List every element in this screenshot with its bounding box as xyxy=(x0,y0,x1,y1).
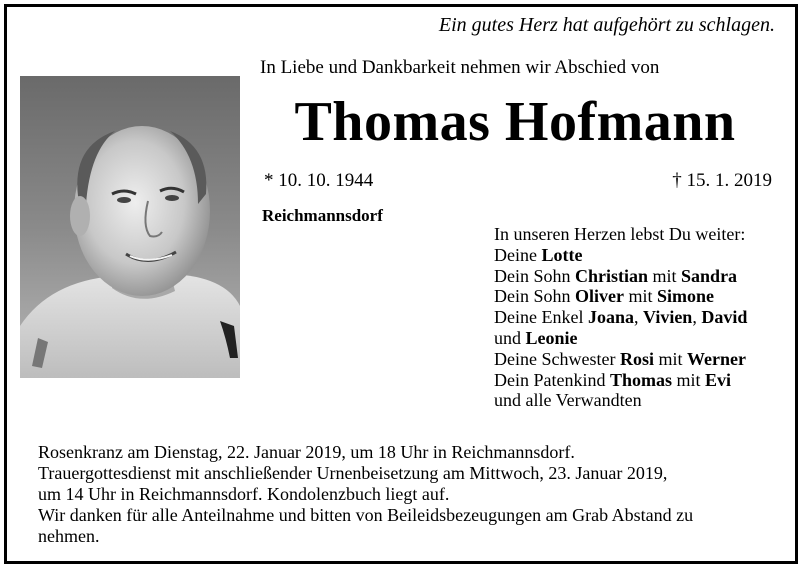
mourner-line xyxy=(494,349,747,370)
relation-text: Dein Sohn xyxy=(494,265,575,286)
death-date: † 15. 1. 2019 xyxy=(672,170,772,191)
mourner-line xyxy=(494,266,747,287)
relation-text: Deine Enkel xyxy=(494,307,588,328)
residence: Reichmannsdorf xyxy=(262,206,383,225)
portrait-image xyxy=(20,76,240,378)
mourner-name: Leonie xyxy=(525,327,578,348)
relation-text: Deine Schwester xyxy=(494,348,620,369)
mourner-name: Sandra xyxy=(681,265,738,286)
mourner-name: David xyxy=(701,307,748,328)
connector-text: mit xyxy=(653,348,687,369)
mourner-name: Thomas xyxy=(609,369,672,390)
mourner-name: Vivien xyxy=(642,307,693,328)
motto: Ein gutes Herz hat aufgehört zu schlagen. xyxy=(438,14,775,36)
thanks-note: Wir danken für alle Anteilnahme und bitten von Beileidsbezeugungen am Grab Abstand zu xyxy=(38,505,694,525)
intro-text: In Liebe und Dankbarkeit nehmen wir Abschied von xyxy=(260,57,660,78)
mourner-name: Joana xyxy=(587,307,634,328)
connector-text: mit xyxy=(623,286,657,307)
relation-text: Dein Sohn xyxy=(494,286,575,307)
deceased-name: Thomas Hofmann xyxy=(294,91,736,153)
portrait-photo xyxy=(20,76,240,378)
connector-text: mit xyxy=(648,265,682,286)
mourners-list xyxy=(494,224,747,411)
mourner-line xyxy=(494,286,747,307)
connector-text: mit xyxy=(672,369,706,390)
mourner-name: Oliver xyxy=(575,286,624,307)
rosary-info: Rosenkranz am Dienstag, 22. Januar 2019, um 18 Uhr in Reichmannsdorf. xyxy=(38,442,575,462)
funeral-time-info: um 14 Uhr in Reichmannsdorf. Kondolenzbuch liegt auf. xyxy=(38,484,450,504)
birth-date: * 10. 10. 1944 xyxy=(264,170,374,191)
mourner-line xyxy=(494,370,747,391)
relation-text: Dein Patenkind xyxy=(494,369,610,390)
mourners-heading: In unseren Herzen lebst Du weiter: xyxy=(494,224,746,244)
mourner-line xyxy=(494,328,747,349)
connector-text: , xyxy=(633,307,643,328)
mourner-line xyxy=(494,307,747,328)
connector-text: und xyxy=(494,327,526,348)
mourner-name: Simone xyxy=(657,286,715,307)
mourner-name: Christian xyxy=(575,265,649,286)
relation-text: Deine xyxy=(494,244,542,265)
mourner-name: Lotte xyxy=(541,244,583,265)
service-details xyxy=(38,442,778,547)
mourner-name: Evi xyxy=(705,369,732,390)
connector-text: , xyxy=(692,307,702,328)
funeral-service-info: Trauergottesdienst mit anschließender Urnenbeisetzung am Mittwoch, 23. Januar 2019, xyxy=(38,463,668,483)
mourner-name: Werner xyxy=(687,348,746,369)
thanks-note-end: nehmen. xyxy=(38,526,100,546)
mourner-name: Rosi xyxy=(619,348,654,369)
mourner-line xyxy=(494,245,747,266)
mourners-closing: und alle Verwandten xyxy=(494,390,642,411)
